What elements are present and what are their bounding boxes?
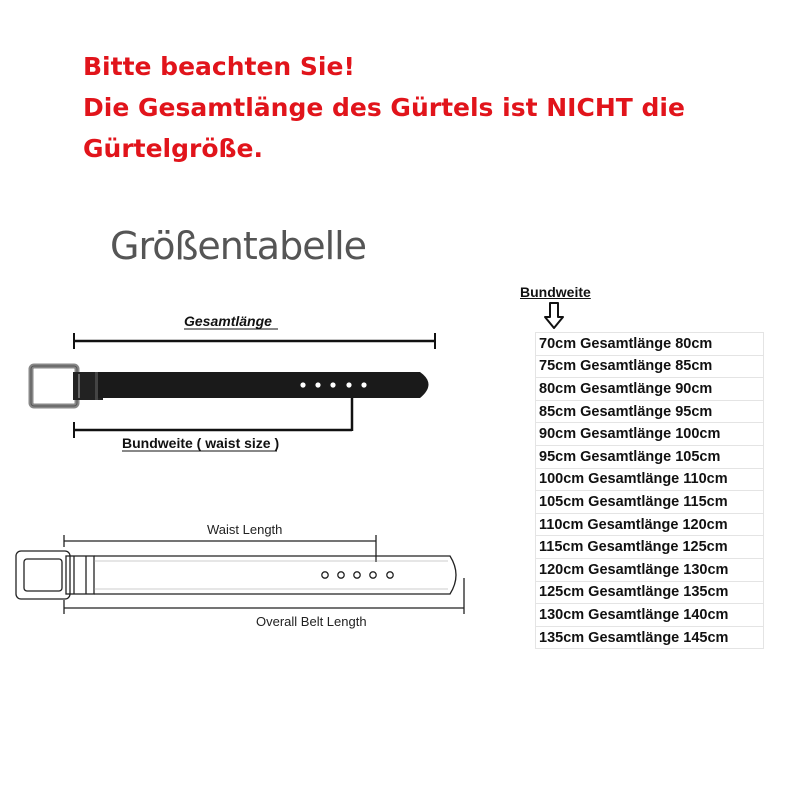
- table-row: [536, 604, 764, 627]
- table-row: [536, 378, 764, 401]
- top-buckle: [31, 366, 103, 406]
- bottom-belt-holes: [322, 572, 393, 578]
- size-cell: 70cm Gesamtlänge 80cm: [536, 333, 764, 356]
- bottom-waist-label: Waist Length: [207, 522, 283, 537]
- size-cell: 80cm Gesamtlänge 90cm: [536, 378, 764, 401]
- top-belt-strap: [98, 372, 429, 398]
- top-overall-label: Gesamtlänge: [184, 313, 272, 329]
- table-row: [536, 423, 764, 446]
- top-overall-length-line: [74, 333, 435, 349]
- size-table: [535, 332, 764, 649]
- size-cell: 105cm Gesamtlänge 115cm: [536, 491, 764, 514]
- table-row: [536, 558, 764, 581]
- size-chart-title: Größentabelle: [110, 224, 367, 268]
- bottom-belt-strap: [94, 556, 456, 594]
- size-cell: 130cm Gesamtlänge 140cm: [536, 604, 764, 627]
- table-row: [536, 581, 764, 604]
- bottom-overall-length-line: [64, 578, 464, 614]
- arrow-down-icon: [542, 301, 566, 331]
- size-cell: 125cm Gesamtlänge 135cm: [536, 581, 764, 604]
- size-cell: 85cm Gesamtlänge 95cm: [536, 400, 764, 423]
- size-cell: 120cm Gesamtlänge 130cm: [536, 558, 764, 581]
- table-row: [536, 536, 764, 559]
- table-row: [536, 626, 764, 649]
- size-cell: 90cm Gesamtlänge 100cm: [536, 423, 764, 446]
- table-row: [536, 513, 764, 536]
- warning-line-2: Die Gesamtlänge des Gürtels ist NICHT die: [83, 93, 685, 122]
- bottom-waist-length-line: [64, 535, 376, 562]
- size-cell: 115cm Gesamtlänge 125cm: [536, 536, 764, 559]
- size-cell: 135cm Gesamtlänge 145cm: [536, 626, 764, 649]
- warning-line-3: Gürtelgröße.: [83, 134, 263, 163]
- size-cell: 110cm Gesamtlänge 120cm: [536, 513, 764, 536]
- table-header: Bundweite: [520, 284, 591, 300]
- bottom-overall-label: Overall Belt Length: [256, 614, 367, 629]
- size-cell: 75cm Gesamtlänge 85cm: [536, 355, 764, 378]
- table-row: [536, 400, 764, 423]
- top-waist-label: Bundweite ( waist size ): [122, 435, 280, 451]
- size-cell: 100cm Gesamtlänge 110cm: [536, 468, 764, 491]
- bottom-buckle: [16, 551, 94, 599]
- top-belt-diagram: [31, 313, 435, 451]
- table-row: [536, 445, 764, 468]
- bottom-belt-diagram: [16, 522, 464, 629]
- top-waist-length-line: [74, 398, 352, 438]
- table-row: [536, 491, 764, 514]
- table-row: [536, 468, 764, 491]
- size-cell: 95cm Gesamtlänge 105cm: [536, 445, 764, 468]
- warning-line-1: Bitte beachten Sie!: [83, 52, 355, 81]
- table-row: [536, 355, 764, 378]
- table-row: [536, 333, 764, 356]
